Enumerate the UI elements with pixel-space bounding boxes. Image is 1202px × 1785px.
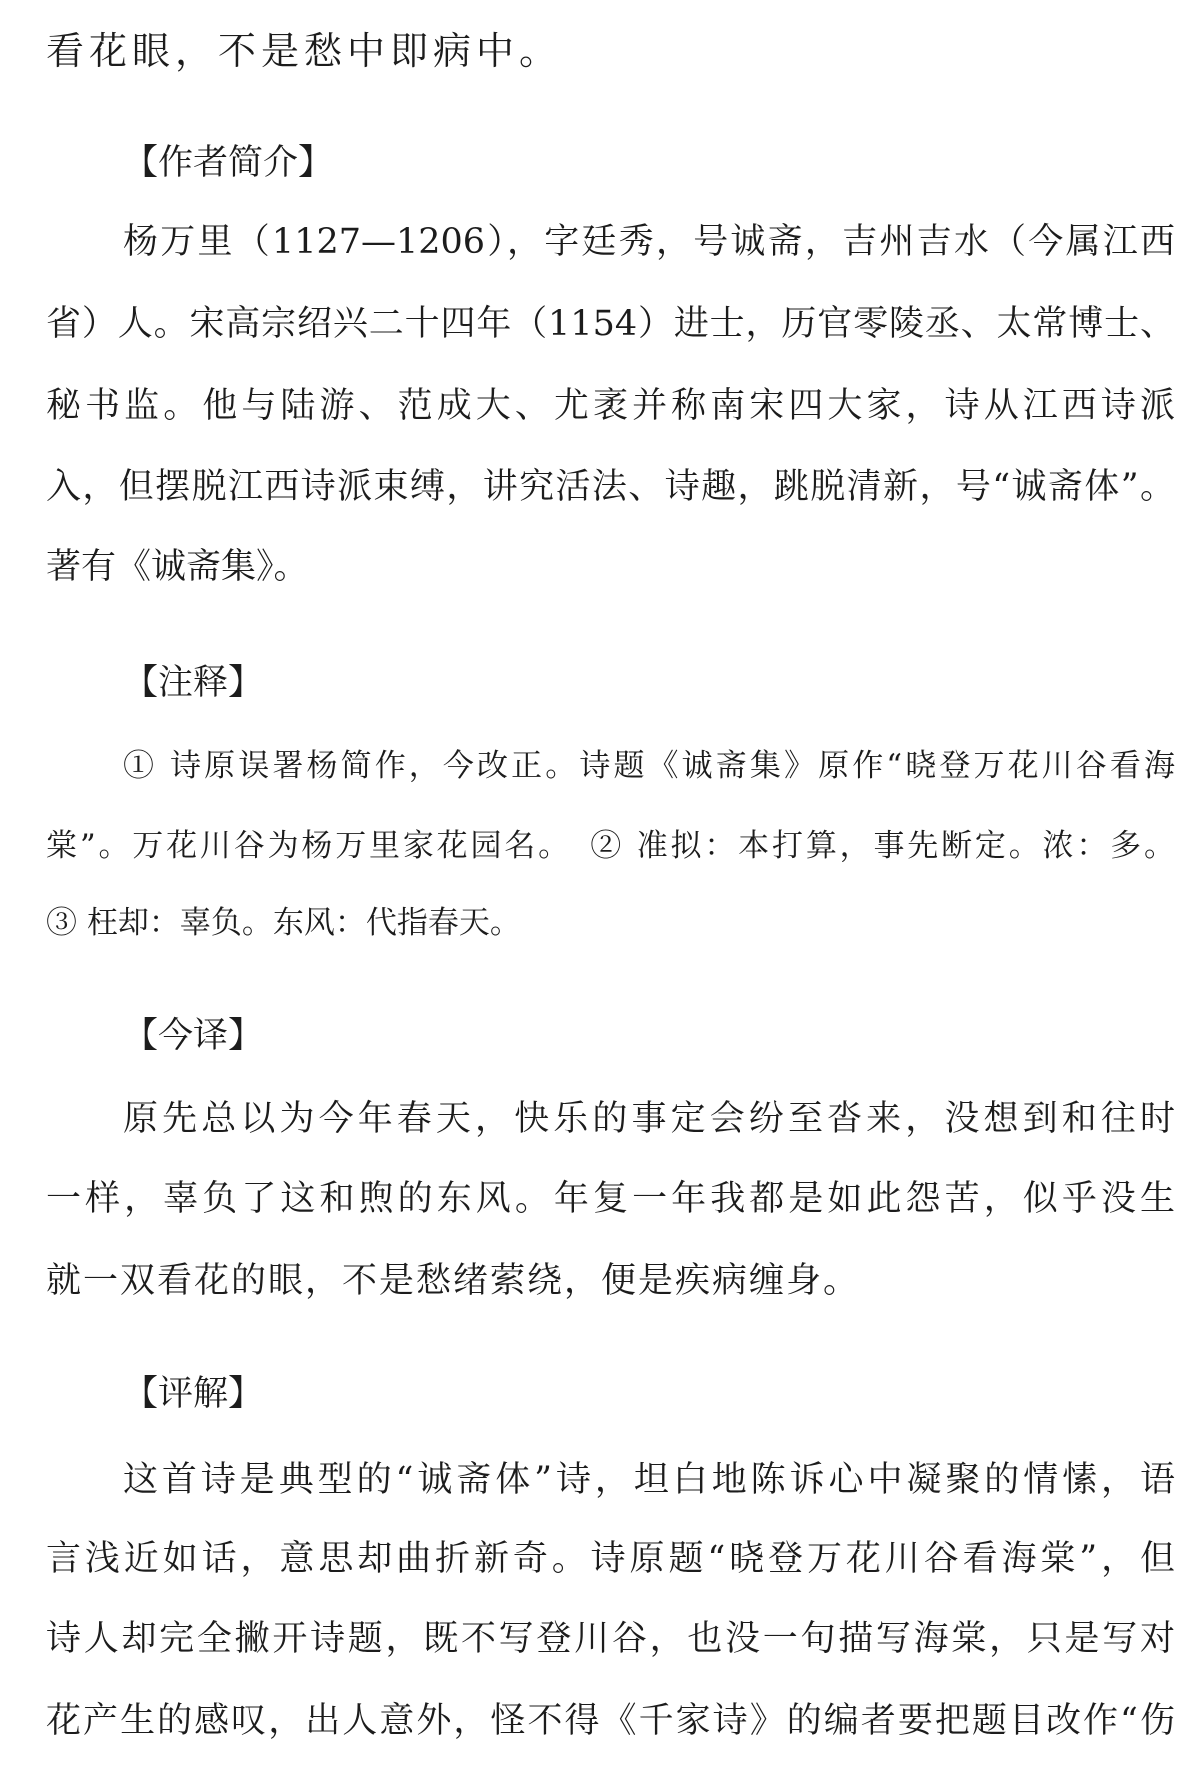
translation-line: 就一双看花的眼，不是愁绪萦绕，便是疾病缠身。	[46, 1261, 861, 1301]
note-line: ③ 枉却：辜负。东风：代指春天。	[46, 905, 521, 941]
notes-heading: 【注释】	[123, 663, 264, 703]
commentary-line: 花产生的感叹，出人意外，怪不得《千家诗》的编者要把题目改作“伤	[46, 1701, 1175, 1741]
author-intro-line: 秘书监。他与陆游、范成大、尤袤并称南宋四大家，诗从江西诗派	[46, 386, 1175, 426]
translation-line: 原先总以为今年春天，快乐的事定会纷至沓来，没想到和往时	[123, 1099, 1175, 1139]
translation-heading: 【今译】	[123, 1016, 264, 1056]
commentary-line: 言浅近如话，意思却曲折新奇。诗原题“晓登万花川谷看海棠”，但	[46, 1539, 1175, 1579]
commentary-line: 诗人却完全撇开诗题，既不写登川谷，也没一句描写海棠，只是写对	[46, 1619, 1175, 1659]
commentary-line: 这首诗是典型的“诚斋体”诗，坦白地陈诉心中凝聚的情愫，语	[123, 1460, 1175, 1500]
author-intro-heading: 【作者简介】	[123, 143, 334, 183]
author-intro-line: 省）人。宋高宗绍兴二十四年（1154）进士，历官零陵丞、太常博士、	[46, 304, 1175, 344]
note-line: ① 诗原误署杨简作，今改正。诗题《诚斋集》原作“晓登万花川谷看海	[123, 748, 1175, 784]
author-intro-line: 杨万里（1127—1206），字廷秀，号诚斋，吉州吉水（今属江西	[123, 222, 1175, 262]
translation-line: 一样，辜负了这和煦的东风。年复一年我都是如此怨苦，似乎没生	[46, 1179, 1175, 1219]
commentary-heading: 【评解】	[123, 1374, 264, 1414]
author-intro-line: 入，但摆脱江西诗派束缚，讲究活法、诗趣，跳脱清新，号“诚斋体”。	[46, 467, 1175, 507]
note-line: 棠”。万花川谷为杨万里家花园名。 ② 准拟：本打算，事先断定。浓：多。	[46, 828, 1175, 864]
poem-last-line: 看花眼，不是愁中即病中。	[46, 29, 563, 73]
author-intro-line: 著有《诚斋集》。	[46, 547, 309, 587]
